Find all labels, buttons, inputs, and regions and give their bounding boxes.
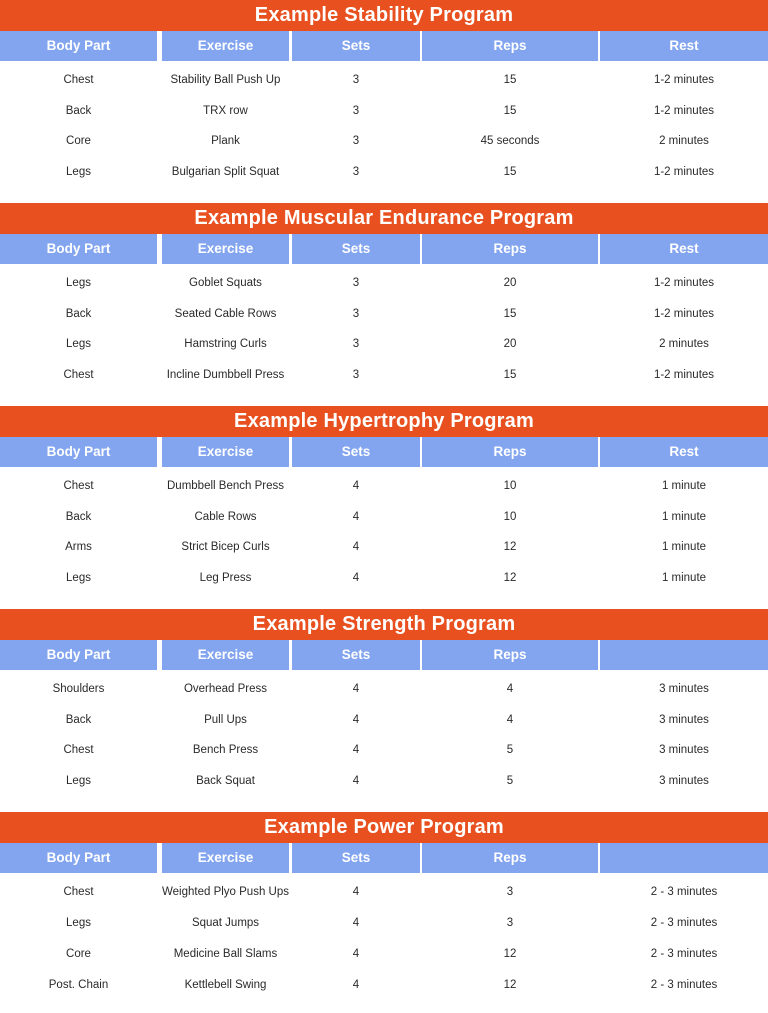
column-header-rest[interactable] bbox=[600, 843, 768, 873]
program-table bbox=[0, 203, 768, 390]
column-header-reps[interactable]: Reps bbox=[422, 843, 598, 873]
table-cell-exercise: Strict Bicep Curls bbox=[181, 541, 270, 553]
table-cell-reps: 3 bbox=[506, 886, 514, 898]
table-cell-body-part: Chest bbox=[63, 368, 94, 381]
program-table-title: Example Muscular Endurance Program bbox=[0, 203, 768, 234]
program-table bbox=[0, 609, 768, 796]
table-cell-exercise: Pull Ups bbox=[204, 713, 247, 726]
column-header-exercise[interactable]: Exercise bbox=[162, 843, 289, 873]
table-cell-reps: 10 bbox=[503, 510, 517, 523]
table-cell-rest: 1 minute bbox=[661, 541, 707, 553]
table-cell-sets: 4 bbox=[352, 744, 360, 756]
column-header-sets[interactable]: Sets bbox=[292, 843, 420, 873]
column-header-body-part[interactable]: Body Part bbox=[0, 843, 157, 873]
table-cell-sets: 4 bbox=[352, 948, 360, 960]
program-table-grid bbox=[0, 234, 768, 390]
table-cell-body-part: Back bbox=[65, 713, 92, 726]
table-cell-exercise: Seated Cable Rows bbox=[174, 307, 277, 320]
table-cell-exercise: Dumbbell Bench Press bbox=[167, 480, 284, 492]
table-cell-sets: 4 bbox=[352, 683, 360, 695]
table-cell-reps: 12 bbox=[503, 948, 517, 960]
table-cell-body-part: Arms bbox=[65, 541, 92, 553]
program-table bbox=[0, 406, 768, 593]
table-cell-sets: 4 bbox=[352, 571, 360, 584]
table-cell-body-part: Chest bbox=[63, 886, 94, 898]
table-cell-reps: 45 seconds bbox=[480, 135, 540, 147]
table-cell-body-part: Back bbox=[65, 307, 92, 320]
table-cell-sets: 4 bbox=[352, 886, 360, 898]
table-cell-sets: 3 bbox=[352, 104, 360, 117]
table-cell-rest: 2 - 3 minutes bbox=[650, 917, 718, 929]
table-cell-exercise: Back Squat bbox=[196, 774, 255, 787]
table-cell-rest: 2 - 3 minutes bbox=[650, 979, 718, 991]
program-table-grid bbox=[0, 31, 768, 187]
table-cell-exercise: Leg Press bbox=[199, 571, 252, 584]
table-cell-reps: 15 bbox=[503, 368, 517, 381]
column-header-reps[interactable]: Reps bbox=[422, 31, 598, 61]
table-cell-rest: 2 - 3 minutes bbox=[650, 948, 718, 960]
column-header-body-part[interactable]: Body Part bbox=[0, 640, 157, 670]
table-cell-rest: 2 minutes bbox=[659, 338, 709, 350]
table-cell-body-part: Legs bbox=[66, 338, 91, 350]
table-cell-reps: 15 bbox=[503, 104, 517, 117]
table-cell-rest: 1 minute bbox=[661, 571, 707, 584]
column-header-sets[interactable]: Sets bbox=[292, 234, 420, 264]
table-cell-body-part: Chest bbox=[63, 74, 94, 86]
program-table-grid bbox=[0, 843, 768, 1001]
table-cell-exercise: Kettlebell Swing bbox=[184, 979, 267, 991]
column-header-body-part[interactable]: Body Part bbox=[0, 437, 157, 467]
table-cell-body-part: Back bbox=[65, 104, 92, 117]
table-cell-body-part: Legs bbox=[66, 917, 91, 929]
table-cell-exercise: Goblet Squats bbox=[189, 277, 262, 289]
column-header-rest[interactable]: Rest bbox=[600, 234, 768, 264]
table-cell-sets: 4 bbox=[352, 979, 360, 991]
table-cell-sets: 4 bbox=[352, 713, 360, 726]
table-cell-body-part: Legs bbox=[66, 277, 91, 289]
table-cell-rest: 2 minutes bbox=[659, 135, 709, 147]
table-cell-rest: 3 minutes bbox=[659, 744, 709, 756]
table-cell-reps: 10 bbox=[503, 480, 517, 492]
table-cell-sets: 3 bbox=[352, 74, 360, 86]
table-cell-reps: 15 bbox=[503, 307, 517, 320]
table-cell-exercise: Stability Ball Push Up bbox=[170, 74, 281, 86]
column-header-sets[interactable]: Sets bbox=[292, 31, 420, 61]
table-cell-sets: 4 bbox=[352, 917, 360, 929]
table-cell-reps: 15 bbox=[503, 165, 517, 178]
program-table-title: Example Strength Program bbox=[0, 609, 768, 640]
table-cell-exercise: Squat Jumps bbox=[191, 917, 260, 929]
column-header-exercise[interactable]: Exercise bbox=[162, 640, 289, 670]
table-cell-reps: 4 bbox=[506, 683, 514, 695]
table-cell-reps: 5 bbox=[506, 744, 514, 756]
program-table-title: Example Hypertrophy Program bbox=[0, 406, 768, 437]
column-header-exercise[interactable]: Exercise bbox=[162, 234, 289, 264]
program-table-grid bbox=[0, 437, 768, 593]
table-cell-sets: 4 bbox=[352, 480, 360, 492]
table-cell-rest: 2 - 3 minutes bbox=[650, 886, 718, 898]
table-cell-body-part: Legs bbox=[66, 774, 91, 787]
table-cell-exercise: Incline Dumbbell Press bbox=[166, 368, 285, 381]
table-cell-reps: 12 bbox=[503, 571, 517, 584]
table-cell-exercise: Hamstring Curls bbox=[184, 338, 267, 350]
program-table bbox=[0, 0, 768, 187]
column-header-rest[interactable] bbox=[600, 640, 768, 670]
table-cell-rest: 1-2 minutes bbox=[653, 74, 715, 86]
table-cell-reps: 4 bbox=[506, 713, 514, 726]
table-cell-reps: 3 bbox=[506, 917, 514, 929]
table-cell-sets: 3 bbox=[352, 307, 360, 320]
column-header-exercise[interactable]: Exercise bbox=[162, 437, 289, 467]
column-header-body-part[interactable]: Body Part bbox=[0, 31, 157, 61]
table-cell-exercise: Bulgarian Split Squat bbox=[171, 165, 280, 178]
table-cell-body-part: Chest bbox=[63, 744, 94, 756]
column-header-sets[interactable]: Sets bbox=[292, 437, 420, 467]
table-cell-reps: 12 bbox=[503, 979, 517, 991]
column-header-reps[interactable]: Reps bbox=[422, 640, 598, 670]
table-cell-rest: 1-2 minutes bbox=[653, 307, 715, 320]
table-cell-sets: 4 bbox=[352, 510, 360, 523]
column-header-rest[interactable]: Rest bbox=[600, 31, 768, 61]
table-cell-body-part: Core bbox=[66, 135, 91, 147]
program-table bbox=[0, 812, 768, 1001]
table-cell-reps: 5 bbox=[506, 774, 514, 787]
table-cell-exercise: Bench Press bbox=[192, 744, 259, 756]
table-cell-exercise: Weighted Plyo Push Ups bbox=[162, 886, 289, 898]
table-cell-reps: 20 bbox=[503, 338, 517, 350]
table-cell-body-part: Shoulders bbox=[52, 683, 105, 695]
table-cell-rest: 1-2 minutes bbox=[653, 277, 715, 289]
table-cell-reps: 20 bbox=[503, 277, 517, 289]
table-cell-exercise: TRX row bbox=[203, 104, 248, 117]
table-cell-sets: 3 bbox=[352, 135, 360, 147]
table-cell-sets: 3 bbox=[352, 368, 360, 381]
table-cell-body-part: Core bbox=[66, 948, 91, 960]
program-table-title: Example Stability Program bbox=[0, 0, 768, 31]
column-header-body-part[interactable]: Body Part bbox=[0, 234, 157, 264]
program-table-title: Example Power Program bbox=[0, 812, 768, 843]
column-header-exercise[interactable]: Exercise bbox=[162, 31, 289, 61]
table-cell-rest: 3 minutes bbox=[659, 713, 709, 726]
table-cell-body-part: Legs bbox=[66, 571, 91, 584]
table-cell-sets: 3 bbox=[352, 338, 360, 350]
table-cell-rest: 1-2 minutes bbox=[653, 104, 715, 117]
table-cell-exercise: Medicine Ball Slams bbox=[173, 948, 278, 960]
table-cell-rest: 1-2 minutes bbox=[653, 368, 715, 381]
table-cell-exercise: Overhead Press bbox=[183, 683, 268, 695]
table-cell-sets: 4 bbox=[352, 774, 360, 787]
column-header-sets[interactable]: Sets bbox=[292, 640, 420, 670]
table-cell-exercise: Cable Rows bbox=[194, 510, 257, 523]
table-cell-body-part: Legs bbox=[66, 165, 91, 178]
table-cell-body-part: Post. Chain bbox=[48, 979, 109, 991]
table-cell-reps: 12 bbox=[503, 541, 517, 553]
table-cell-rest: 1-2 minutes bbox=[653, 165, 715, 178]
table-cell-rest: 1 minute bbox=[661, 510, 707, 523]
column-header-rest[interactable]: Rest bbox=[600, 437, 768, 467]
column-header-reps[interactable]: Reps bbox=[422, 234, 598, 264]
table-cell-sets: 4 bbox=[352, 541, 360, 553]
program-table-grid bbox=[0, 640, 768, 796]
table-cell-rest: 1 minute bbox=[661, 480, 707, 492]
column-header-reps[interactable]: Reps bbox=[422, 437, 598, 467]
table-cell-body-part: Chest bbox=[63, 480, 94, 492]
table-cell-exercise: Plank bbox=[211, 135, 240, 147]
table-cell-sets: 3 bbox=[352, 277, 360, 289]
table-cell-rest: 3 minutes bbox=[659, 774, 709, 787]
table-cell-rest: 3 minutes bbox=[659, 683, 709, 695]
table-cell-body-part: Back bbox=[65, 510, 92, 523]
table-cell-sets: 3 bbox=[352, 165, 360, 178]
table-cell-reps: 15 bbox=[503, 74, 517, 86]
